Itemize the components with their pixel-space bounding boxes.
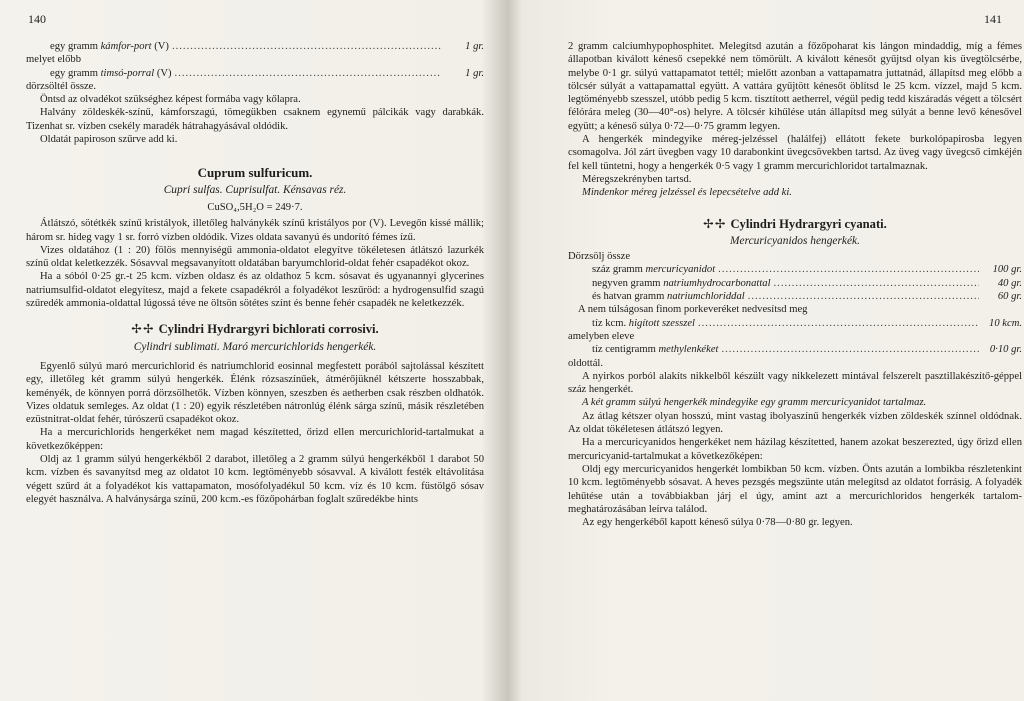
text-line: oldottál. — [568, 357, 604, 369]
text-line: Mindenkor méreg jelzéssel és lepecsételve add ki. — [582, 187, 792, 199]
ingredient-line: negyven gramm natriumhydrocarbonattal ..... 40 gr. — [568, 277, 1022, 290]
text-line: A nem túlságosan finom porkeveréket nedvesítsd meg — [578, 304, 808, 316]
paragraph: Egyenlő súlyú maró mercurichlorid és natriumchlorid eosinnal megfestett porából sajtolással készített egy, illetőleg két gramm súlyú hengerkék. Élénk rózsaszínűek, átmérőjüknél kétszerte hosszabbak, keményék, de könnyen porrá dörzsölhetők. Vízben könnyen, szeszben és aetherben csak részben oldhatók. Vizes oldatuk semleges. Az oldat (1 : 20) egyik részletében nátronlúg élénk sárga színű, másik részletében ezüstnitrat-oldat fehér, túrószerű csapadékot okoz. — [26, 360, 484, 426]
text-line: melyet előbb — [26, 54, 82, 66]
paragraph: A nyirkos porból alakíts nikkelből készült vagy nikkelezett mintával felszerelt pasztillakészítő-géppel száz hengerkét. — [568, 370, 1022, 396]
leader-dots — [748, 290, 979, 303]
page-number: 140 — [28, 12, 46, 26]
chemical-formula: CuSO₄,5H₂O = 249·7. — [207, 201, 303, 213]
leader-dots — [718, 263, 979, 276]
left-page — [0, 0, 505, 701]
leader-dots — [721, 343, 979, 356]
ingredient-line: száz gramm mercuricyanidot ..... 100 gr. — [568, 263, 1022, 276]
ingredient-line: tíz centigramm methylenkéket ..... 0·10 gr. — [568, 343, 1022, 356]
paragraph: Az átlag kétszer olyan hosszú, mint vastag ibolyaszínű hengerkék vízben zöldeskék színnel oldódnak. Az oldat tökéletesen átlátszó legyen. — [568, 410, 1022, 436]
ingredient-line: egy gramm kámfor-port (V) ..... 1 gr. — [26, 40, 484, 53]
paragraph: Öntsd az olvadékot szükséghez képest formába vagy kőlapra. — [40, 94, 301, 106]
paragraph: A két gramm súlyú hengerkék mindegyike egy gramm mercuricyanidot tartalmaz. — [582, 397, 927, 409]
page-number: 141 — [984, 12, 1002, 26]
ingredient-line: és hatvan gramm natriumchloriddal ..... 60 gr. — [568, 290, 1022, 303]
paragraph: Ha a mercuricyanidos hengerkéket nem házilag készítetted, hanem azokat beszerezted, úgy őrizd ellen mercuricyanid-tartalmukat a következőképen: — [568, 437, 1022, 462]
right-page — [512, 0, 1024, 701]
paragraph: Vizes oldatához (1 : 20) fölös mennyiségű ammonia-oldatot elegyítve tökéletesen átlátszó lazurkék színű oldat keletkezzék. Sósavval megsavanyított oldatában baryumchlorid-oldat fehér csapadékot okoz. — [26, 244, 484, 270]
leader-dots — [774, 277, 979, 290]
text-line: Dörzsölj össze — [568, 251, 631, 263]
ingredient-line: tíz kcm. higított szesszel ..... 10 kcm. — [568, 317, 1022, 330]
text-line: amelyben eleve — [568, 330, 635, 342]
section-synonyms: Cylindri sublimati. Maró mercurichlorids hengerkék. — [133, 340, 377, 353]
section-title: Cuprum sulfuricum. — [197, 165, 313, 181]
paragraph: Oldj egy mercuricyanidos hengerkét lombikban 50 kcm. vízben. Önts azután a lombikba részletenkint 10 kcm. legtöményebb sósavat. A heves pezsgés megszünte után melegítsd az oldatot forrásig. A folyadék lehűtése után a továbbiakban járj el úgy, amint azt a mercurichloridos hengerkék tartalom-meghatározásában leírva találod. — [568, 463, 1022, 515]
section-synonyms: Cupri sulfas. Cuprisulfat. Kénsavas réz. — [163, 183, 347, 196]
paragraph: A hengerkék mindegyike méreg-jelzéssel (halálfej) ellátott fekete burkolópapirosba legyen csomagolva. Jól zárt üvegben vagy 10 darabonkint üvegcsövekben tartsd. Az üveg vagy üvegcső cimkéjén fel kell tüntetni, hogy a hengerkék 0·5 vagy 1 gramm mercurichloridot tartalmaznak. — [568, 134, 1022, 172]
right-text-column — [568, 40, 1022, 529]
leader-dots — [698, 317, 979, 330]
paragraph: Az egy hengerkéből kapott kéneső súlya 0·78—0·80 gr. legyen. — [582, 517, 853, 529]
paragraph: Oldj az 1 gramm súlyú hengerkékből 2 darabot, illetőleg a 2 gramm súlyú hengerkékből 1 darabot 50 kcm. vízben és savanyítsd meg az oldatot 10 kcm. legtöményebb sósavval. A kiválott festék eltávolítása végett szűrd át a folyadékot kis vattapamaton, mosófolyadékul 50 kcm. víz és 10 kcm. füstölgő sósav elegyét használva. A halványsárga színű, 200 kcm.-es főzőpohárban foglalt szűredékbe hints — [26, 454, 484, 505]
section-title: ✢ ✢ Cylindri Hydrargyri bichlorati corrosivi. — [131, 322, 379, 337]
paragraph: 2 gramm calciumhypophosphitet. Melegítsd azután a főzőpoharat kis lángon mindaddig, míg a fémes állapotban kiválott kéneső csepekké nem tömörült. A kiválott kénesőt gyűjtsd olyan kis üvegtölcsérbe, melybe 0·1 gr. súlyú vattapamatot tettél; mielőtt azonban a vattapamatra juttatnád, állapítsd meg előbb a tölcsér súlyát a vattapamattal együtt. A vattára gyűjtött kénesőt öblítsd le 25 kcm. vízzel, majd 5 kcm. legtöményebb szesszel, utóbb pedig 5 kcm. tisztított aetherrel, végül pedig tedd kiszáradás végett a tölcsért félórára meleg (30—40°-os) helyre. A tölcsér kihűlése után állapítsd meg súlyát a benne levő kénesővel együtt; a kéneső súlya 0·72—0·75 gramm legyen. — [568, 41, 1022, 132]
leader-dots — [172, 40, 441, 53]
left-text-column — [26, 40, 484, 506]
leader-dots — [175, 67, 441, 80]
section-title: ✢ ✢ Cylindri Hydrargyri cyanati. — [703, 216, 887, 231]
text-line: Méregszekrényben tartsd. — [582, 173, 692, 185]
paragraph: Oldatát papiroson szűrve add ki. — [40, 134, 178, 146]
ingredient-line: egy gramm timsó-porral (V) ..... 1 gr. — [26, 67, 484, 80]
paragraph: Átlátszó, sötétkék színű kristályok, illetőleg halványkék színű kristályos por (V). Levegőn kissé mállik; három sr. hideg vagy 1 sr. forró vízben oldódik. Vizes oldata savanyú és undorító fémes ízű. — [26, 218, 484, 243]
cross-icon: ✢ ✢ — [703, 216, 725, 231]
paragraph: Halvány zöldeskék-színű, kámforszagú, tömegükben csaknem egynemű pálcikák vagy darabkák. Tizenhat sr. vízben csekély maradék hátrahagyásával oldódik. — [26, 107, 484, 132]
section-synonyms: Mercuricyanidos hengerkék. — [730, 234, 860, 247]
text-line: dörzsöltél össze. — [26, 80, 97, 92]
paragraph: Ha a mercurichlorids hengerkéket nem magad készítetted, őrizd ellen mercurichlorid-tartalmukat a következőképpen: — [26, 427, 484, 452]
cross-icon: ✢ ✢ — [131, 322, 153, 337]
paragraph: Ha a sóból 0·25 gr.-t 25 kcm. vízben oldasz és az oldathoz 5 kcm. sósavat és ugyanannyi glycerines natriumsulfid-oldatot elegyítesz, majd a fekete csapadékról a folyadékot leszűröd: a hydrogensulfid szagú szűredék ammonia-oldattal lúgossá téve ne öltsön sötétes színt és benne fehér csapadék ne keletkezzék. — [26, 271, 484, 310]
